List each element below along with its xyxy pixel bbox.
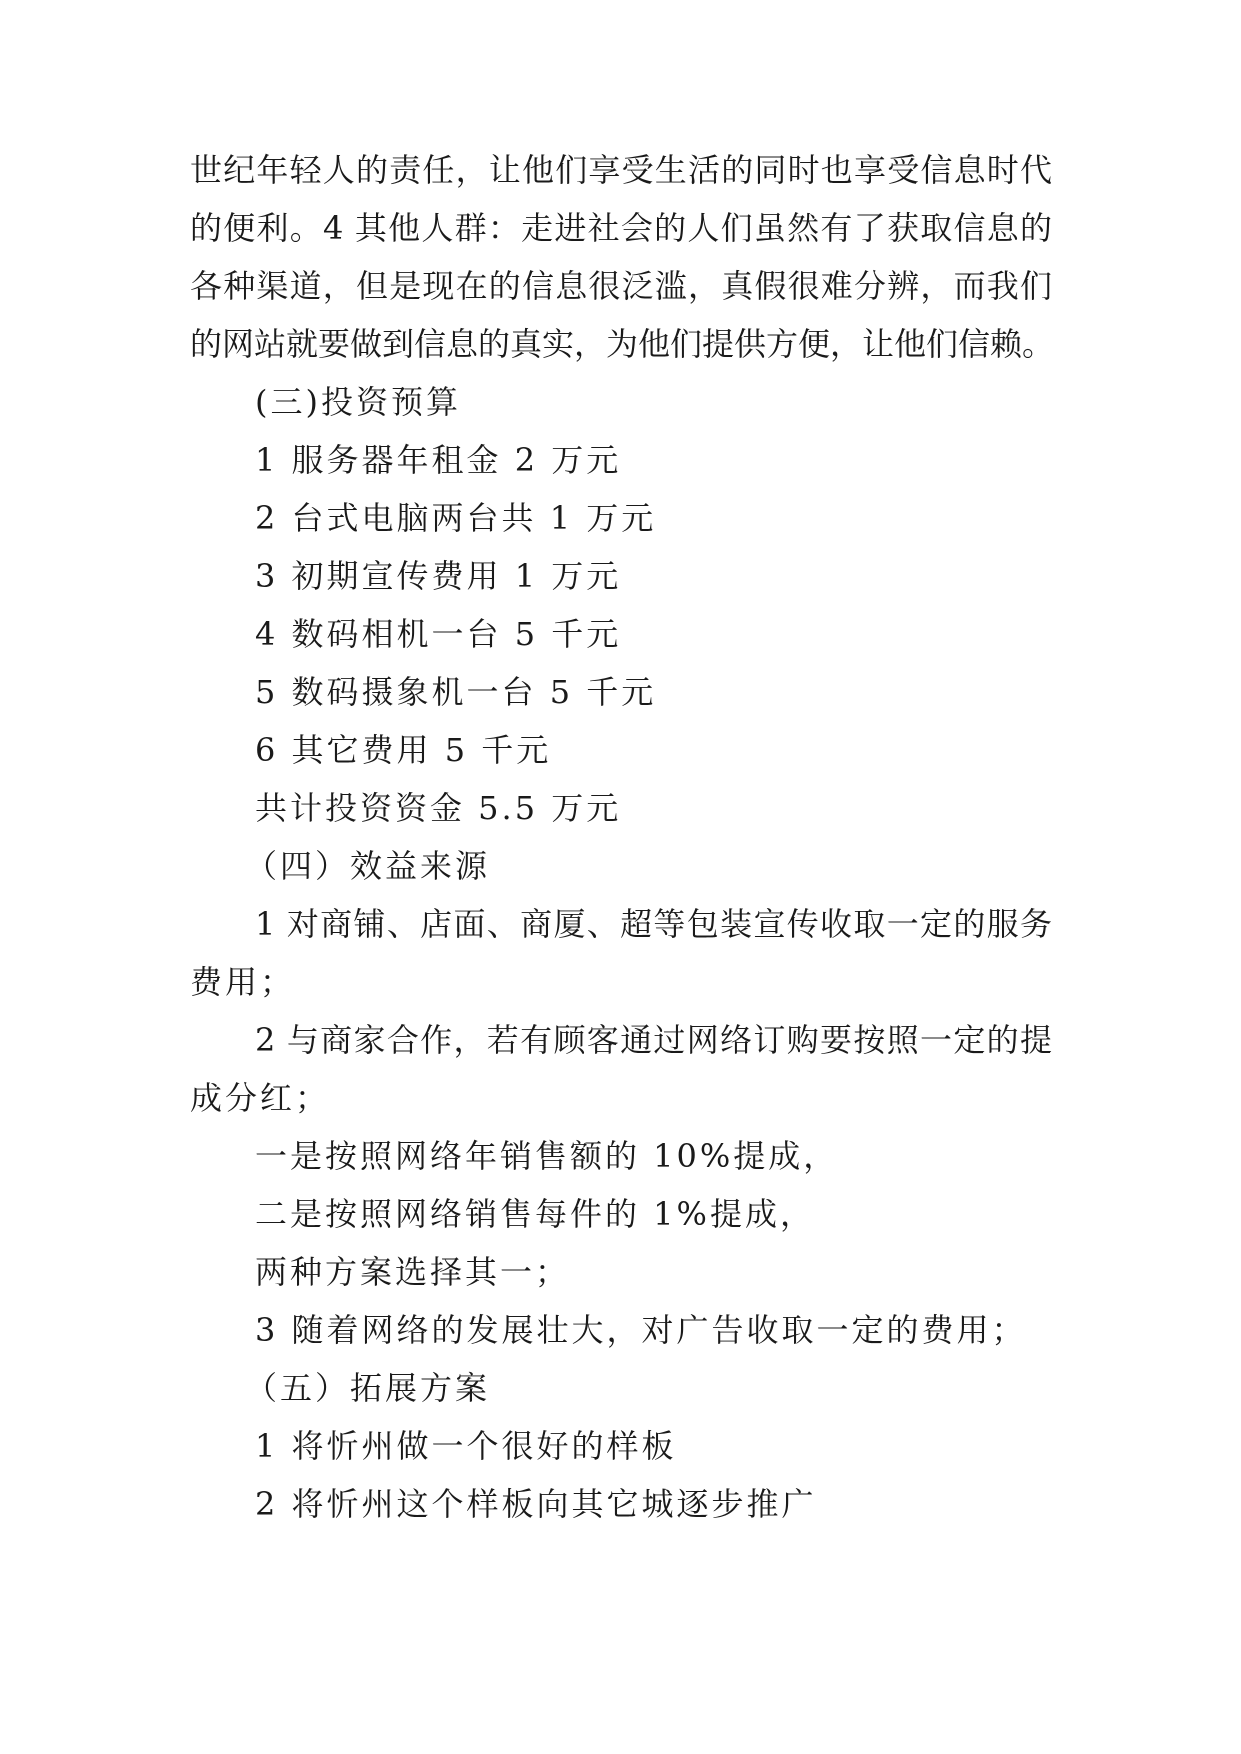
body-text-line: 的便利。4 其他人群：走进社会的人们虽然有了获取信息的 [190, 209, 1052, 247]
revenue-item: 3 随着网络的发展壮大，对广告收取一定的费用； [255, 1311, 1027, 1349]
section-heading-investment-budget: (三)投资预算 [255, 383, 461, 421]
revenue-option: 二是按照网络销售每件的 1%提成， [255, 1195, 815, 1233]
revenue-option: 一是按照网络年销售额的 10%提成， [255, 1137, 839, 1175]
revenue-item: 1 对商铺、店面、商厦、超等包装宣传收取一定的服务 [255, 905, 1052, 943]
body-text-line: 费用； [190, 963, 296, 1001]
budget-item: 5 数码摄象机一台 5 千元 [255, 673, 657, 711]
body-text-line: 成分红； [190, 1079, 331, 1117]
budget-total: 共计投资资金 5.5 万元 [255, 789, 622, 827]
section-heading-revenue-sources: （四）效益来源 [245, 847, 491, 885]
budget-item: 4 数码相机一台 5 千元 [255, 615, 622, 653]
body-text-line: 世纪年轻人的责任，让他们享受生活的同时也享受信息时代 [190, 151, 1052, 189]
expansion-item: 1 将忻州做一个很好的样板 [255, 1427, 677, 1465]
budget-item: 1 服务器年租金 2 万元 [255, 441, 622, 479]
budget-item: 6 其它费用 5 千元 [255, 731, 552, 769]
revenue-item: 2 与商家合作，若有顾客通过网络订购要按照一定的提 [255, 1021, 1052, 1059]
body-text-line: 各种渠道，但是现在的信息很泛滥，真假很难分辨，而我们 [190, 267, 1052, 305]
section-heading-expansion-plan: （五）拓展方案 [245, 1369, 491, 1407]
budget-item: 2 台式电脑两台共 1 万元 [255, 499, 657, 537]
body-text-line: 的网站就要做到信息的真实，为他们提供方便，让他们信赖。 [190, 325, 1055, 363]
expansion-item: 2 将忻州这个样板向其它城逐步推广 [255, 1485, 817, 1523]
revenue-option: 两种方案选择其一； [255, 1253, 571, 1291]
budget-item: 3 初期宣传费用 1 万元 [255, 557, 622, 595]
